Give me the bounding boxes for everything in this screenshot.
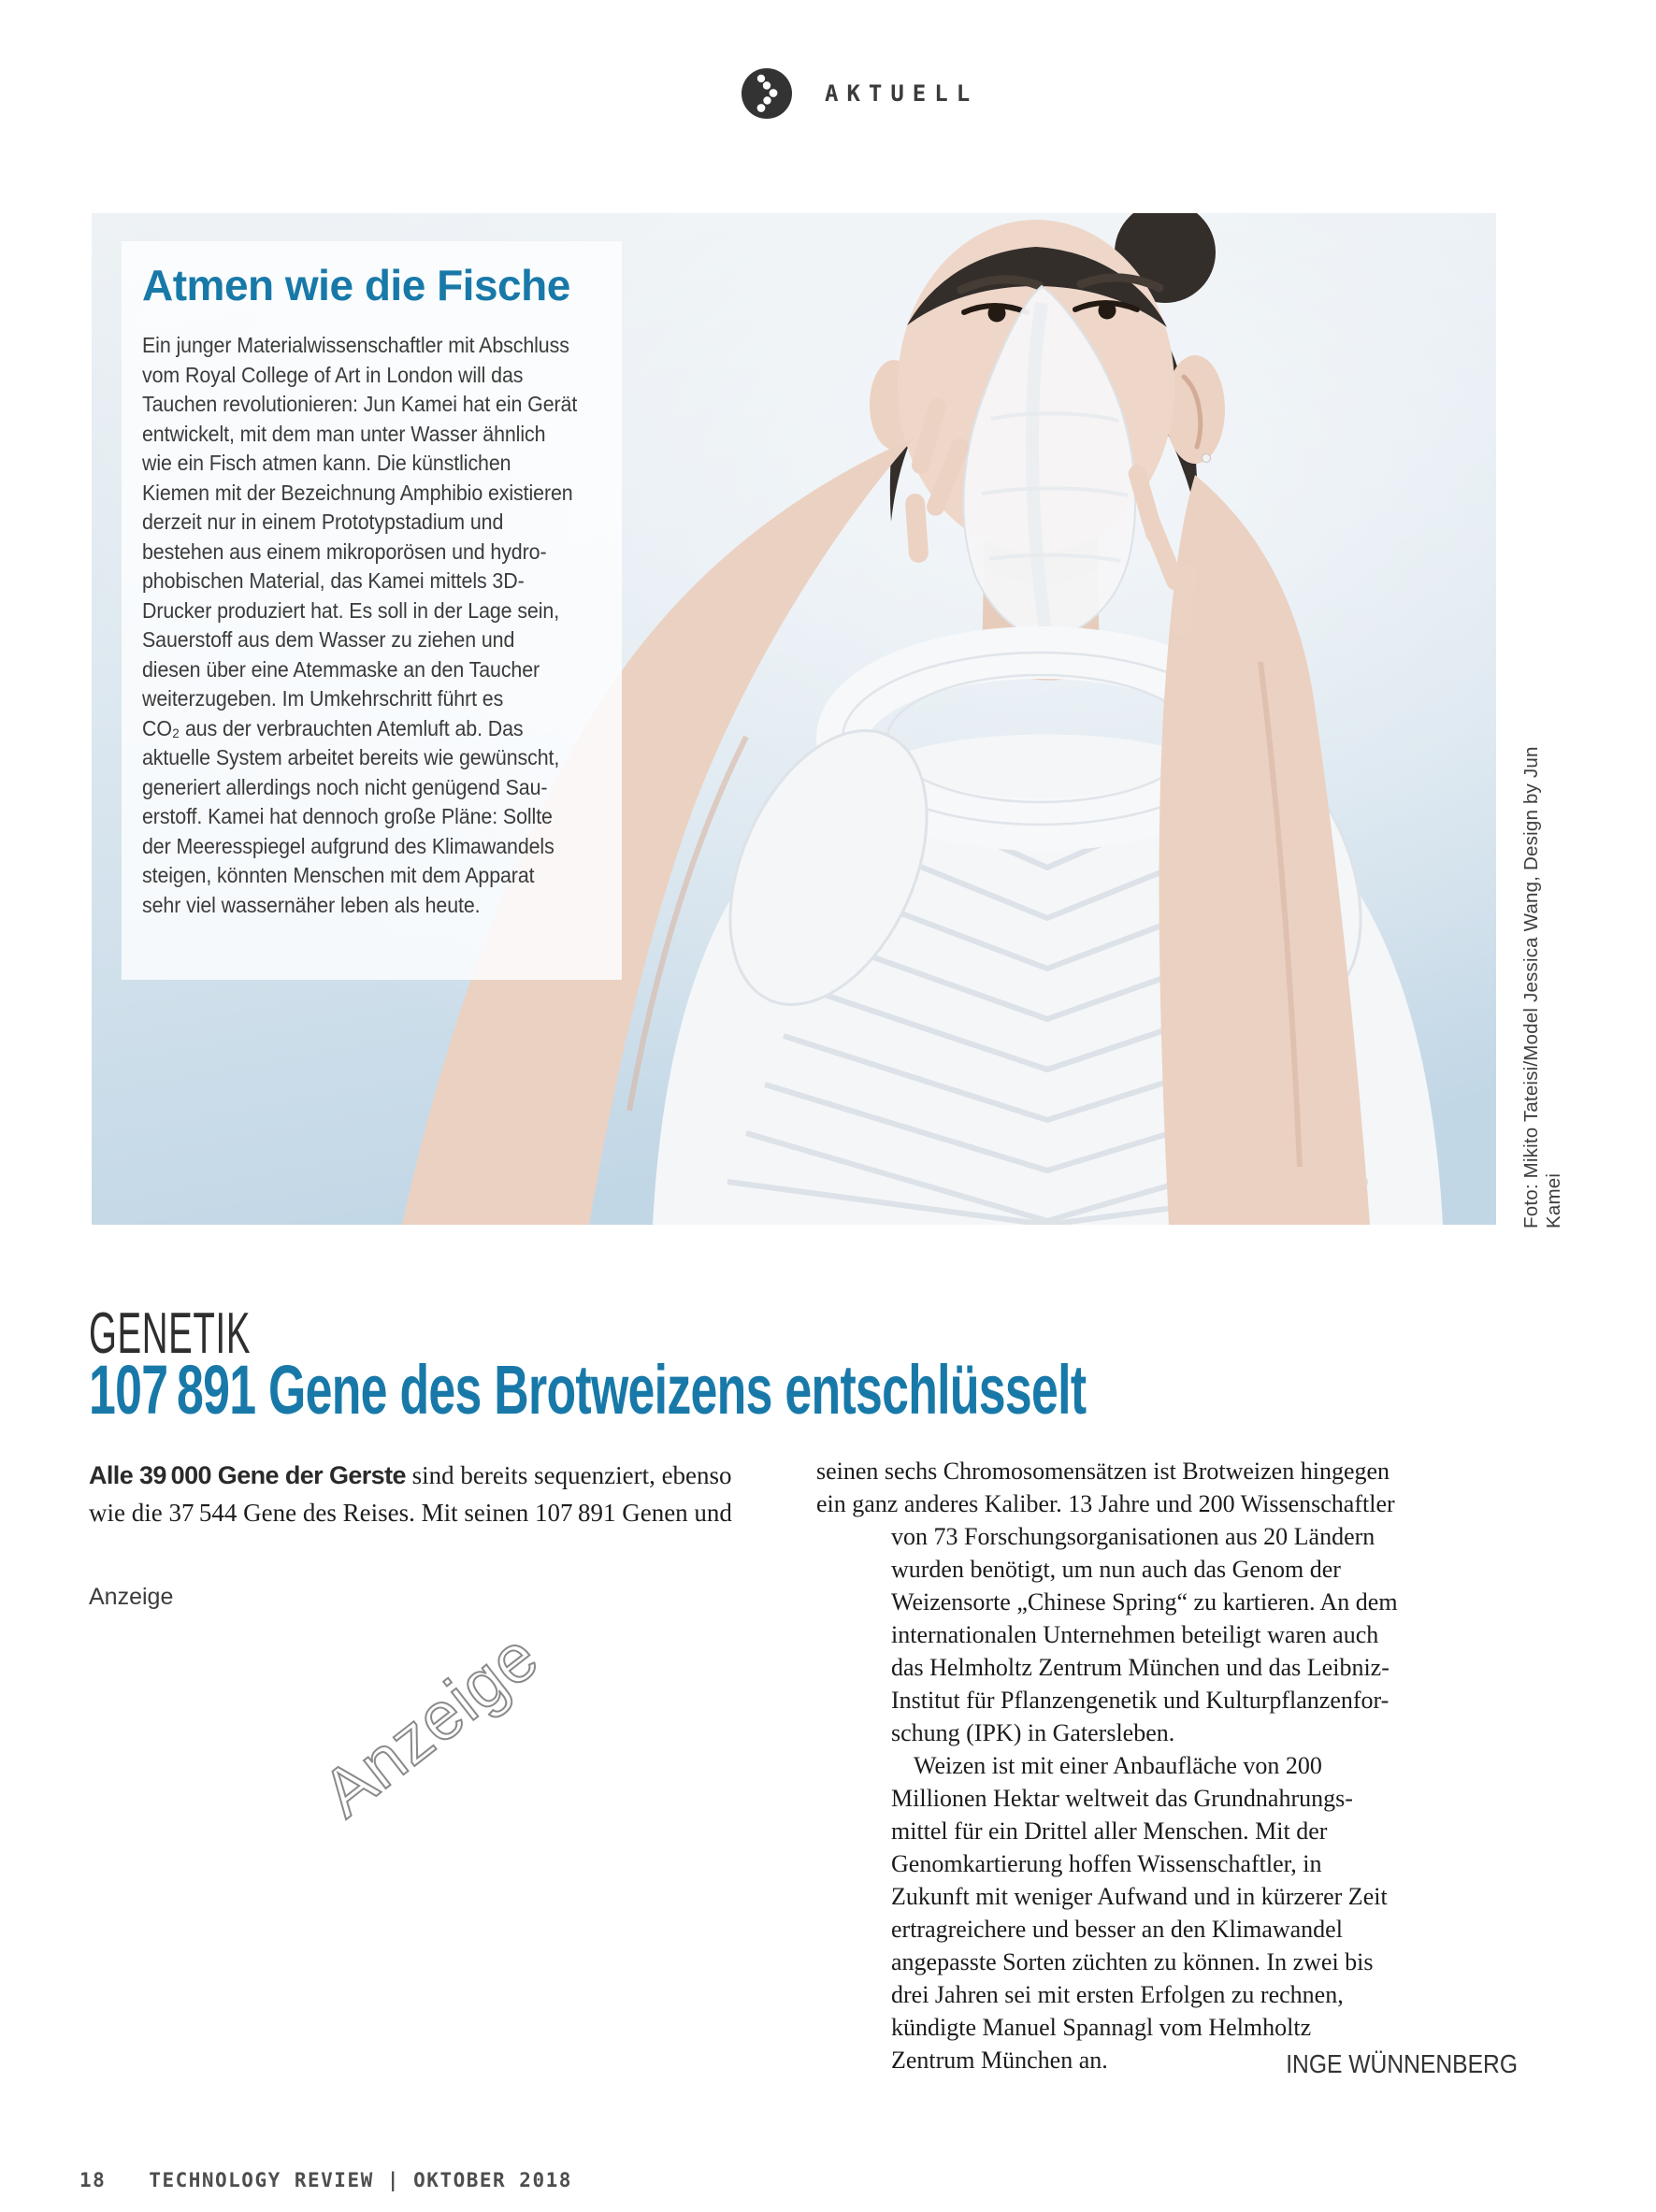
- feature-body-line: sehr viel wassernäher leben als heute.: [142, 892, 481, 917]
- article-line: das Helmholtz Zentrum München und das Leibniz-: [891, 1654, 1390, 1681]
- article-author: INGE WÜNNENBERG: [1286, 2049, 1518, 2078]
- article-line: angepasste Sorten züchten zu können. In zwei bis: [891, 1948, 1374, 1975]
- intro-line-1-rest: sind bereits sequenziert, ebenso: [405, 1461, 732, 1489]
- article-line: drei Jahren sei mit ersten Erfolgen zu rechnen,: [891, 1981, 1344, 2008]
- feature-box: [122, 241, 622, 980]
- article-line: kündigte Manuel Spannagl vom Helmholtz: [891, 2014, 1312, 2041]
- intro-lead: Alle 39 000 Gene der Gerste: [89, 1461, 406, 1489]
- article-line: Institut für Pflanzengenetik und Kulturpflanzenfor-: [891, 1687, 1390, 1714]
- feature-body-line: phobischen Material, das Kamei mittels 3D-: [142, 568, 525, 593]
- article-line: ein ganz anderes Kaliber. 13 Jahre und 200 Wissenschaftler: [816, 1490, 1395, 1517]
- page-number: 18: [79, 2169, 107, 2191]
- feature-body-line: vom Royal College of Art in London will das: [142, 362, 524, 387]
- article-line: ertragreichere und besser an den Klimawandel: [891, 1916, 1343, 1943]
- feature-title: Atmen wie die Fische: [142, 261, 570, 309]
- feature-body-line: derzeit nur in einem Prototypstadium und: [142, 510, 504, 534]
- feature-body-line: wie ein Fisch atmen kann. Die künstlichen: [142, 451, 511, 475]
- feature-body-line: steigen, könnten Menschen mit dem Apparat: [142, 863, 535, 887]
- article-line: mittel für ein Drittel aller Menschen. Mit der: [891, 1817, 1328, 1845]
- article-line: Genomkartierung hoffen Wissenschaftler, in: [891, 1850, 1322, 1877]
- article-line: von 73 Forschungsorganisationen aus 20 Ländern: [891, 1523, 1375, 1550]
- intro-line-1: [89, 1457, 818, 1494]
- article-line: Zentrum München an.: [891, 2047, 1108, 2074]
- article-kicker: GENETIK: [89, 1301, 252, 1366]
- feature-body-line: diesen über eine Atemmaske an den Taucher: [142, 656, 540, 682]
- article-right-column: [816, 1455, 1518, 2076]
- feature-body-line: bestehen aus einem mikroporösen und hydro-: [142, 539, 547, 564]
- article-headline: 107 891 Gene des Brotweizens entschlüsselt: [89, 1351, 1087, 1429]
- ad-label: Anzeige: [89, 1584, 174, 1610]
- feature-body-line: CO₂ aus der verbrauchten Atemluft ab. Das: [142, 715, 524, 740]
- ad-watermark: Anzeige: [309, 1618, 553, 1831]
- page-footer: [79, 2169, 572, 2191]
- magazine-name: TECHNOLOGY REVIEW | OKTOBER 2018: [149, 2169, 572, 2191]
- section-label: AKTUELL: [825, 80, 979, 107]
- article-line: Weizen ist mit einer Anbaufläche von 200: [914, 1752, 1322, 1779]
- feature-body-line: Drucker produziert hat. Es soll in der Lage sein,: [142, 597, 560, 623]
- feature-body: [142, 331, 578, 920]
- article-line: Millionen Hektar weltweit das Grundnahrungs-: [891, 1785, 1353, 1812]
- article-line: wurden benötigt, um nun auch das Genom der: [891, 1556, 1341, 1583]
- feature-body-line: entwickelt, mit dem man unter Wasser ähnlich: [142, 421, 546, 446]
- article-line: Weizensorte „Chinese Spring“ zu kartieren. An dem: [891, 1588, 1398, 1616]
- article-intro: [89, 1457, 818, 1531]
- dot-circle-logo-icon: [741, 67, 793, 120]
- article-line: schung (IPK) in Gatersleben.: [891, 1719, 1175, 1746]
- feature-body-line: der Meeresspiegel aufgrund des Klimawandels: [142, 833, 554, 858]
- article-line: seinen sechs Chromosomensätzen ist Brotweizen hingegen: [816, 1458, 1390, 1485]
- feature-body-line: Tauchen revolutionieren: Jun Kamei hat ein Gerät: [142, 392, 578, 416]
- feature-body-line: Sauerstoff aus dem Wasser zu ziehen und: [142, 627, 515, 652]
- feature-body-line: Kiemen mit der Bezeichnung Amphibio existieren: [142, 480, 573, 505]
- feature-body-line: generiert allerdings noch nicht genügend Sau-: [142, 774, 548, 799]
- feature-body-line: weiterzugeben. Im Umkehrschritt führt es: [142, 686, 504, 711]
- feature-body-line: Ein junger Materialwissenschaftler mit Abschluss: [142, 333, 569, 357]
- intro-line-2: wie die 37 544 Gene des Reises. Mit seinen 107 891 Genen und: [89, 1499, 732, 1527]
- feature-body-line: erstoff. Kamei hat dennoch große Pläne: Sollte: [142, 804, 553, 828]
- photo-credit: Foto: Mikito Tateisi/Model Jessica Wang, Design by Jun Kamei: [1520, 746, 1564, 1228]
- article-line: internationalen Unternehmen beteiligt waren auch: [891, 1621, 1379, 1648]
- feature-body-line: aktuelle System arbeitet bereits wie gewünscht,: [142, 745, 560, 769]
- article-line: Zukunft mit weniger Aufwand und in kürzerer Zeit: [891, 1883, 1388, 1910]
